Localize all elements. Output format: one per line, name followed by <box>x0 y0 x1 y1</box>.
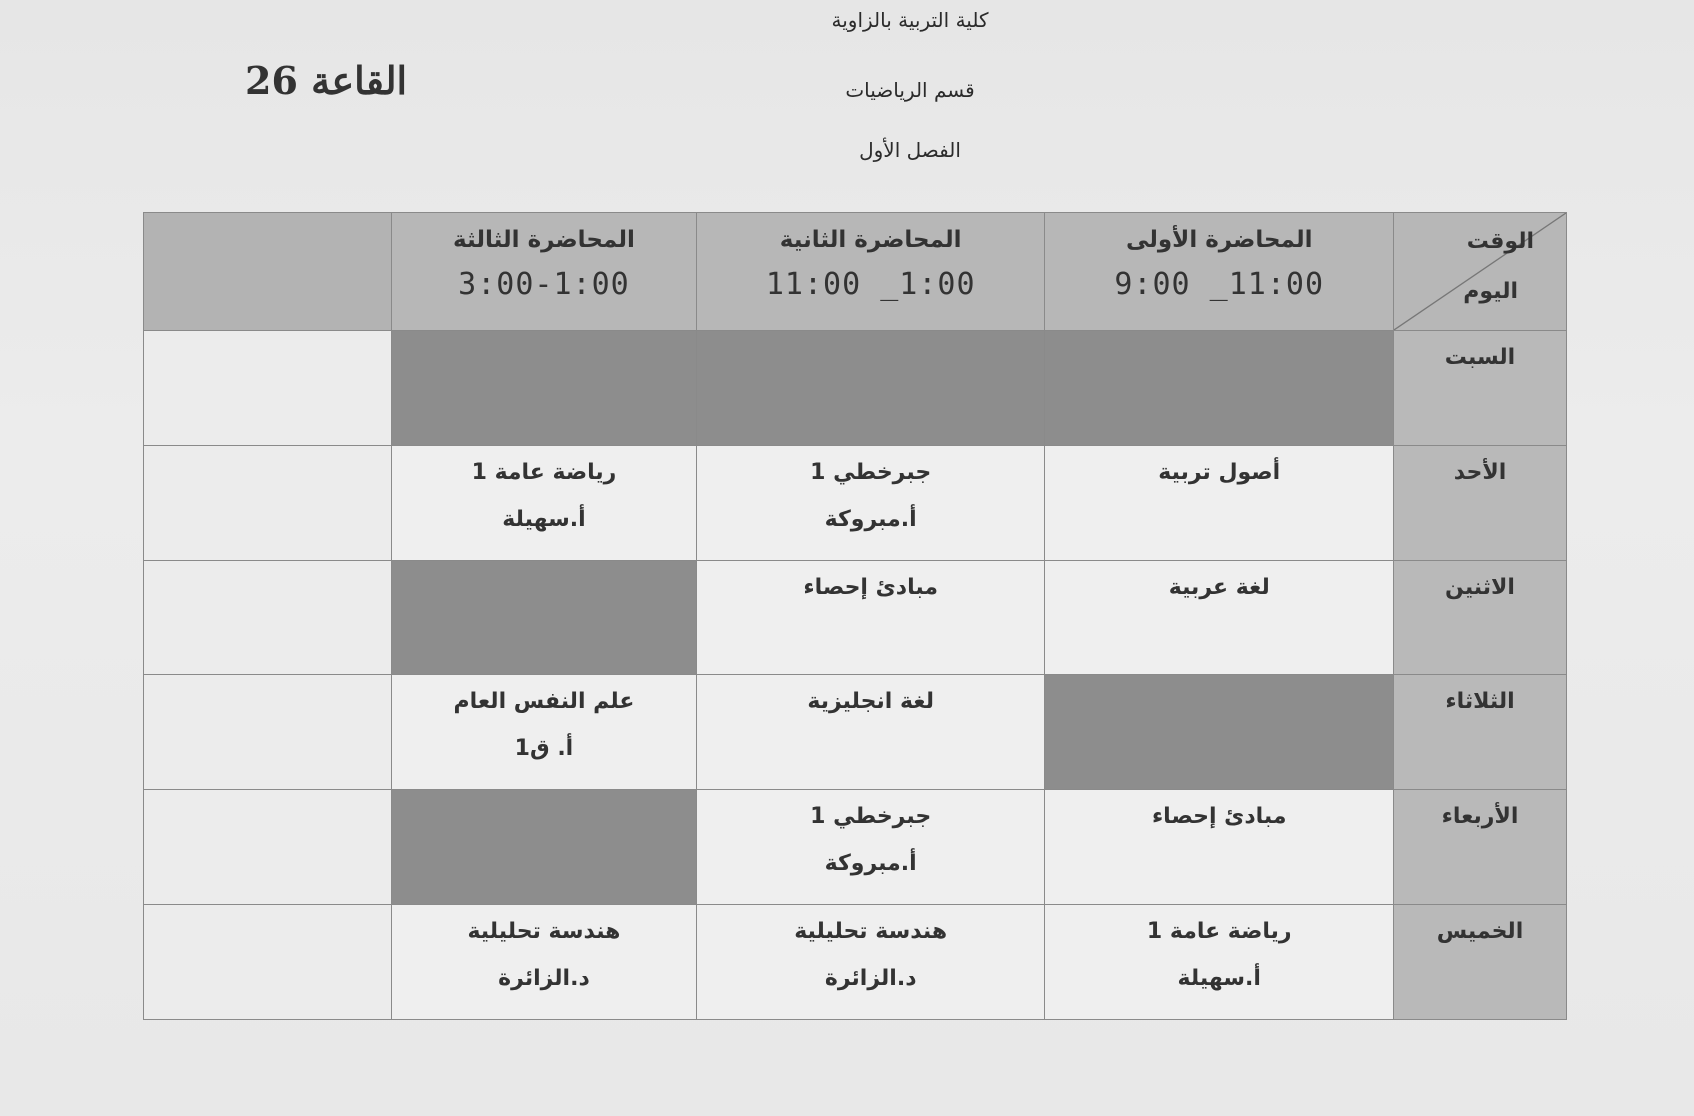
schedule-cell <box>392 560 697 675</box>
schedule-cell <box>1045 560 1394 675</box>
extra-cell <box>144 560 392 675</box>
subject-name: أصول تربية <box>1158 459 1281 485</box>
subject-name: لغة انجليزية <box>807 689 934 715</box>
schedule-cell <box>696 445 1045 560</box>
schedule-cell <box>696 330 1045 445</box>
subject-name: جبرخطي 1 <box>810 804 932 830</box>
schedule-cell <box>1045 905 1394 1020</box>
subject-name: جبرخطي 1 <box>810 459 932 485</box>
table-row <box>144 445 1567 560</box>
period-time: 3:00-1:00 <box>458 267 630 302</box>
day-cell: الأربعاء <box>1394 790 1567 905</box>
instructor-name: أ.مبروكة <box>824 851 917 877</box>
period-time: 11:00_ 9:00 <box>1114 267 1325 302</box>
instructor-name: أ.مبروكة <box>824 506 917 532</box>
subject-name: هندسة تحليلية <box>467 919 621 945</box>
table-row <box>144 675 1567 790</box>
subject-name: مبادئ إحصاء <box>1151 804 1287 830</box>
period-name: المحاضرة الأولى <box>1125 227 1313 253</box>
day-cell: الأحد <box>1394 445 1567 560</box>
schedule-cell <box>392 330 697 445</box>
table-row <box>144 790 1567 905</box>
day-cell: السبت <box>1394 330 1567 445</box>
extra-cell <box>144 330 392 445</box>
subject-name: مبادئ إحصاء <box>803 574 938 600</box>
period-name: المحاضرة الثانية <box>779 227 962 253</box>
period-name: المحاضرة الثالثة <box>453 227 635 253</box>
schedule-cell <box>392 790 697 905</box>
extra-header-cell <box>144 213 392 331</box>
instructor-name: أ.سهيلة <box>1177 966 1261 992</box>
schedule-cell <box>392 445 697 560</box>
schedule-table <box>143 212 1567 1020</box>
period-header-3 <box>392 213 697 331</box>
header-row <box>144 213 1567 331</box>
corner-cell <box>1394 213 1567 331</box>
instructor-name: د.الزائرة <box>824 966 917 992</box>
table-row <box>144 560 1567 675</box>
schedule-cell <box>696 790 1045 905</box>
period-time: 1:00_ 11:00 <box>765 267 976 302</box>
table-row <box>144 905 1567 1020</box>
room-label: القاعة 26 <box>245 58 408 103</box>
term-label: الفصل الأول <box>859 138 961 162</box>
extra-cell <box>144 905 392 1020</box>
extra-cell <box>144 790 392 905</box>
schedule-cell <box>392 905 697 1020</box>
period-header-2 <box>696 213 1045 331</box>
subject-name: رياضة عامة 1 <box>1146 919 1292 945</box>
subject-name: رياضة عامة 1 <box>471 459 617 485</box>
corner-day-label: اليوم <box>1463 279 1518 304</box>
subject-name: هندسة تحليلية <box>794 919 948 945</box>
schedule-cell <box>1045 330 1394 445</box>
extra-cell <box>144 675 392 790</box>
day-cell: الثلاثاء <box>1394 675 1567 790</box>
instructor-name: أ. ق1 <box>514 736 574 762</box>
department-name: قسم الرياضيات <box>845 78 975 102</box>
college-name: كلية التربية بالزاوية <box>831 8 989 32</box>
subject-name: علم النفس العام <box>453 689 635 715</box>
day-cell: الخميس <box>1394 905 1567 1020</box>
extra-cell <box>144 445 392 560</box>
corner-time-label: الوقت <box>1466 229 1534 254</box>
subject-name: لغة عربية <box>1168 574 1270 600</box>
schedule-cell <box>1045 445 1394 560</box>
schedule-cell <box>1045 675 1394 790</box>
schedule-cell <box>696 560 1045 675</box>
period-header-1 <box>1045 213 1394 331</box>
table-row <box>144 330 1567 445</box>
schedule-cell <box>392 675 697 790</box>
instructor-name: أ.سهيلة <box>502 506 586 532</box>
schedule-cell <box>696 675 1045 790</box>
instructor-name: د.الزائرة <box>498 966 590 992</box>
day-cell: الاثنين <box>1394 560 1567 675</box>
schedule-cell <box>696 905 1045 1020</box>
schedule-cell <box>1045 790 1394 905</box>
